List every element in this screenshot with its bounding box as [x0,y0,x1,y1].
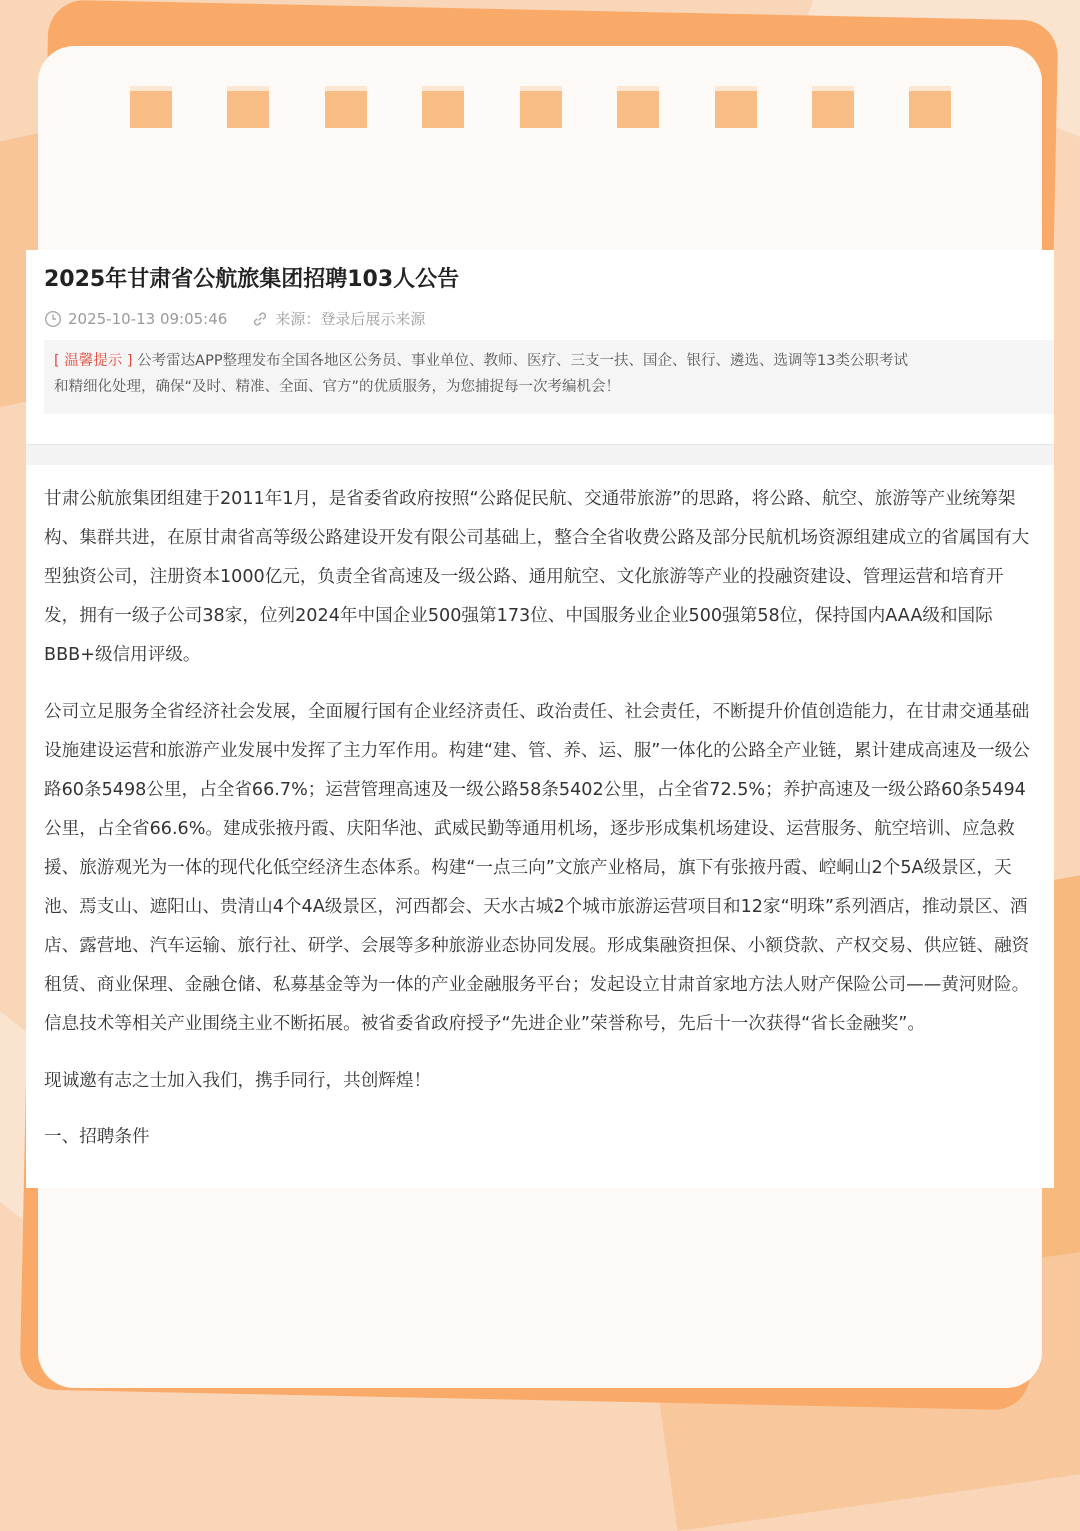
publish-date: 2025-10-13 09:05:46 [68,309,228,328]
binder-hole [227,86,269,128]
article-meta [44,308,425,329]
notice-tag: [ 温馨提示 ] [54,353,133,369]
binder-hole [812,86,854,128]
clock-icon [44,310,62,328]
link-icon [251,310,269,328]
binder-hole [422,86,464,128]
article-source: 来源：登录后展示来源 [275,310,426,328]
article-screenshot [26,250,1054,1188]
notice-text: 和精细化处理，确保“及时、精准、全面、官方”的优质服务，为您捕捉每一次考编机会！ [54,379,621,395]
notice-box [44,340,1054,414]
binder-hole [325,86,367,128]
section-heading: 一、招聘条件 [44,1127,150,1147]
paragraph: 现诚邀有志之士加入我们，携手同行，共创辉煌！ [44,1071,432,1091]
article-title: 2025年甘肃省公航旅集团招聘103人公告 [44,267,460,292]
binder-hole [715,86,757,128]
notice-text: 公考雷达APP整理发布全国各地区公务员、事业单位、教师、医疗、三支一扶、国企、银行、遴选、选调等13类公职考试 [137,353,909,369]
article-body [44,480,1036,1174]
divider [26,444,1054,465]
binder-hole [520,86,562,128]
binder-hole [617,86,659,128]
paragraph: 公司立足服务全省经济社会发展，全面履行国有企业经济责任、政治责任、社会责任，不断提升价值创造能力，在甘肃交通基础设施建设运营和旅游产业发展中发挥了主力军作用。构建“建、管、养、运、服”一体化的公路全产业链，累计建成高速及一级公路60条5498公里，占全省66.7%；运营管理高速及一级公路58条5402公里，占全省72.5%；养护高速及一级公路60条5494公里，占全省66.6%。建成张掖丹霞、庆阳华池、武威民勤等通用机场，逐步形成集机场建设、运营服务、航空培训、应急救援、旅游观光为一体的现代化低空经济生态体系。构建“一点三向”文旅产业格局，旗下有张掖丹霞、崆峒山2个5A级景区，天池、焉支山、遮阳山、贵清山4个4A级景区，河西都会、天水古城2个城市旅游运营项目和12家“明珠”系列酒店，推动景区、酒店、露营地、汽车运输、旅行社、研学、会展等多种旅游业态协同发展。形成集融资担保、小额贷款、产权交易、供应链、融资租赁、商业保理、金融仓储、私募基金等为一体的产业金融服务平台；发起设立甘肃首家地方法人财产保险公司——黄河财险。信息技术等相关产业围绕主业不断拓展。被省委省政府授予“先进企业”荣誉称号，先后十一次获得“省长金融奖”。 [44,702,1030,1034]
binder-hole [909,86,951,128]
binder-hole [130,86,172,128]
paragraph: 甘肃公航旅集团组建于2011年1月，是省委省政府按照“公路促民航、交通带旅游”的思路，将公路、航空、旅游等产业统筹架构、集群共进，在原甘肃省高等级公路建设开发有限公司基础上，整合全省收费公路及部分民航机场资源组建成立的省属国有大型独资公司，注册资本1000亿元，负责全省高速及一级公路、通用航空、文化旅游等产业的投融资建设、管理运营和培育开发，拥有一级子公司38家，位列2024年中国企业500强第173位、中国服务业企业500强第58位，保持国内AAA级和国际BBB+级信用评级。 [44,489,1030,665]
